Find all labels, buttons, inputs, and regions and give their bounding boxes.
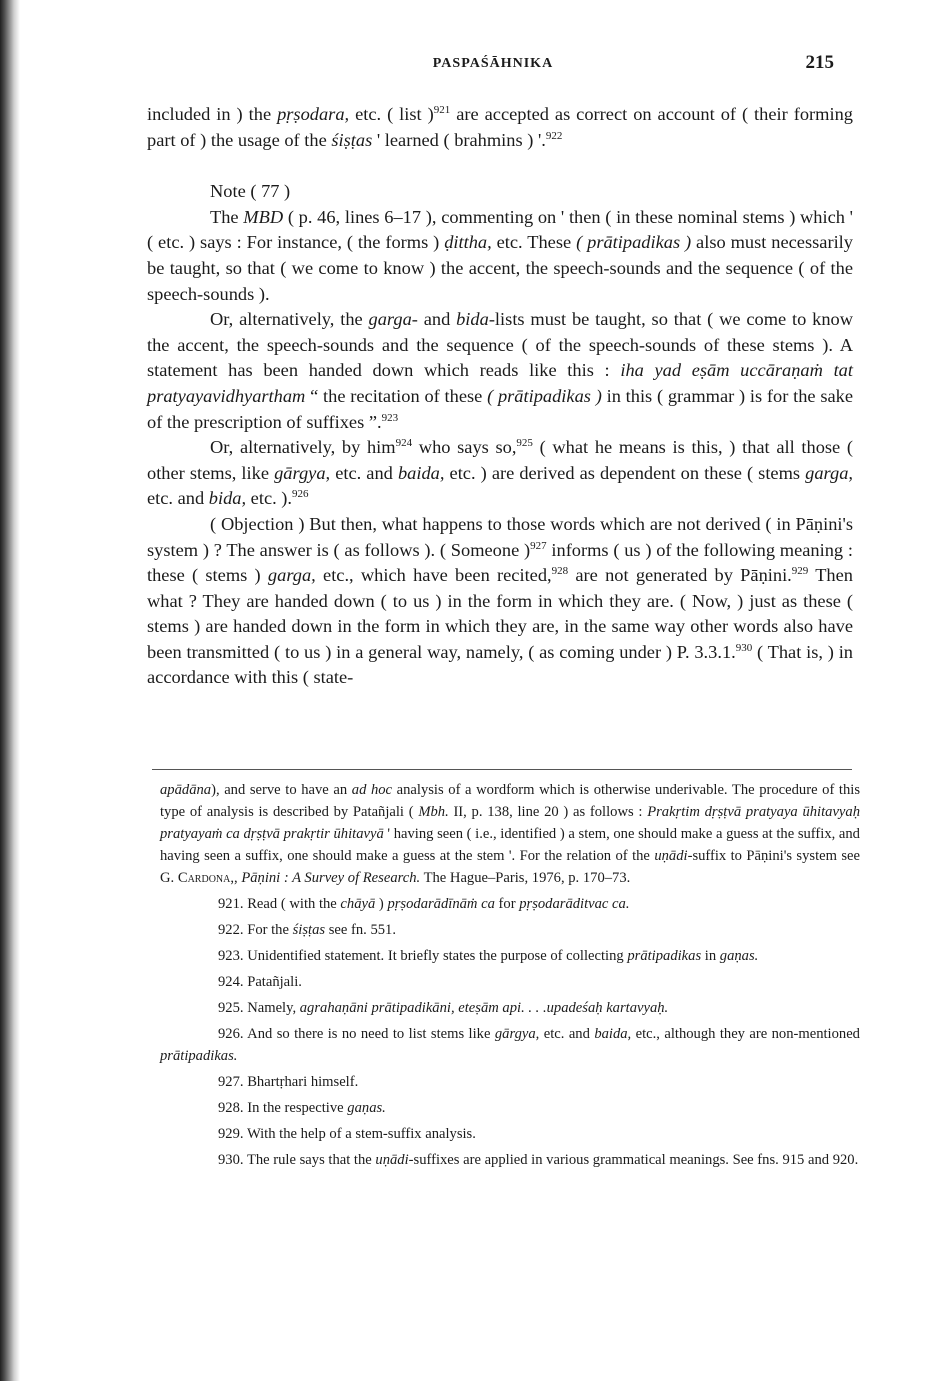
text-span: in — [701, 948, 720, 964]
italic-term: śiṣṭas — [292, 922, 326, 938]
text-span: With the help of a stem-suffix analysis. — [246, 1126, 476, 1142]
text-span: for — [494, 896, 520, 912]
footnote-number: 929. — [218, 1126, 244, 1142]
text-span: The rule says that the — [246, 1152, 376, 1168]
book-title: Pāṇini : A Survey of Research. — [241, 870, 421, 886]
footnote-number: 923. — [218, 948, 244, 964]
footnote-923 — [160, 945, 860, 967]
footnotes — [160, 779, 860, 1171]
italic-term: garga, — [267, 565, 316, 586]
text-span: ,, — [230, 870, 242, 886]
footnote-925 — [160, 997, 860, 1019]
italic-term: gaṇas. — [719, 948, 759, 964]
text-span: also must necessarily be taught, so that ( we come to know ) the accent, the speech-sounds and the sequence ( of the speech-sounds ). — [147, 232, 853, 304]
italic-term: uṇādi — [375, 1152, 409, 1168]
text-span: and — [417, 309, 457, 330]
footnote-ref: 928 — [551, 565, 569, 578]
italic-term: gārgya, — [274, 462, 331, 483]
text-span: Unidentified statement. It briefly states the purpose of collecting — [247, 948, 628, 964]
footnote-922 — [160, 919, 860, 941]
footnote-ref: 930 — [735, 641, 753, 654]
text-span: -lists must be taught, so that ( we come to know the accent, the speech-sounds and the sequence ( of the speech-sounds of these stems ). A statement has been handed down which reads like this : — [147, 309, 853, 381]
footnote-number: 921. — [218, 896, 244, 912]
text-span: Then what ? They are handed down ( to us ) in the form in which they are. ( Now, ) just as these ( stems ) are handed down in the form in which they are, in the same way other words also have been transmitted ( to us ) in a general way, namely, ( as coming under ) P. 3.3.1. — [147, 565, 853, 662]
italic-quote: agrahaṇāni prātipadikāni, eteṣām api. . . .upadeśaḥ kartavyaḥ. — [299, 1000, 669, 1016]
italic-term: garga- — [368, 309, 418, 330]
footnote-number: 927. — [218, 1074, 244, 1090]
footnote-ref: 929 — [791, 565, 809, 578]
footnote-930 — [160, 1149, 860, 1171]
text-span: For the — [247, 922, 293, 938]
italic-term: ( prātipadikas ) — [576, 232, 692, 253]
footnote-ref: 922 — [545, 129, 563, 142]
text-span: etc. and — [539, 1026, 595, 1042]
text-span: -suffix to Pāṇini's system see G. — [160, 848, 860, 886]
italic-term: gaṇas. — [347, 1100, 386, 1116]
text-span: etc. and — [330, 462, 398, 483]
text-span: ) — [375, 896, 388, 912]
italic-term: Mbh. — [418, 804, 449, 820]
footnote-number: 926. — [218, 1026, 244, 1042]
italic-quote: iha yad eṣām uccāraṇaṁ tat pratyayavidhyartham — [147, 360, 853, 406]
page-number: 215 — [805, 52, 834, 73]
text-span: “ the recitation of these — [305, 385, 488, 406]
footnote-927 — [160, 1071, 860, 1093]
footnote-number: 924. — [218, 974, 244, 990]
paragraph-4 — [147, 435, 853, 512]
text-span: The Hague–Paris, 1976, p. 170–73. — [420, 870, 631, 886]
footnote-divider — [152, 769, 852, 770]
italic-term: uṇādi — [654, 848, 688, 864]
italic-term: gārgya, — [494, 1026, 540, 1042]
text-span: Namely, — [247, 1000, 300, 1016]
footnote-ref: 927 — [530, 539, 547, 552]
italic-term: baida, — [397, 462, 445, 483]
text-span: etc. ( list ) — [349, 104, 434, 124]
text-span: ( That is, ) in accordance with this ( state- — [147, 641, 853, 688]
text-span: included in ) the — [147, 104, 278, 124]
footnote-ref: 921 — [433, 104, 451, 116]
italic-term: pṛṣodara, — [277, 104, 350, 124]
page-header — [148, 52, 838, 82]
italic-term: chāyā — [340, 896, 376, 912]
author-name: Cardona — [177, 870, 231, 886]
text-span: II, p. 138, line 20 ) as follows : — [448, 804, 648, 820]
running-head: PASPAŚĀHNIKA — [432, 56, 554, 71]
italic-term: baida, — [594, 1026, 632, 1042]
text-span: Patañjali. — [247, 974, 302, 990]
paragraph-5 — [147, 512, 853, 691]
text-span: Read ( with the — [247, 896, 341, 912]
italic-term: śiṣṭas — [331, 129, 373, 150]
text-span: etc. and — [147, 488, 209, 509]
note-heading: Note ( 77 ) — [210, 181, 291, 202]
footnote-number: 930. — [218, 1152, 244, 1168]
italic-quote: Prakṛtim dṛṣṭvā pratyaya ūhitavyaḥ pratyayaṁ ca dṛṣṭvā prakṛtir ūhitavyā — [160, 804, 860, 842]
paragraph-1 — [147, 102, 853, 153]
footnote-number: 925. — [218, 1000, 244, 1016]
italic-term: pṛṣodarāditvac ca. — [519, 896, 630, 912]
italic-term: ad hoc — [351, 782, 393, 798]
footnote-number: 928. — [218, 1100, 244, 1116]
italic-term: prātipadikas — [627, 948, 702, 964]
italic-term: MBD — [243, 206, 284, 227]
text-span: are accepted as correct on account of ( their forming part of ) the usage of the — [147, 104, 853, 150]
italic-term: ( prātipadikas ) — [487, 385, 602, 406]
text-span: etc., which have been recited, — [315, 565, 552, 586]
footnote-ref: 924 — [395, 437, 413, 450]
paragraph-3 — [147, 307, 853, 435]
text-span: etc. ). — [246, 488, 293, 509]
text-span: in this ( grammar ) is for the sake of the prescription of suffixes ”. — [147, 385, 854, 432]
text-span: etc. These — [491, 232, 577, 253]
text-span: ' having seen ( i.e., identified ) a stem, one should make a guess at the suffix, and having seen a suffix, one should make a guess at the stem '. For the relation of the — [160, 826, 860, 864]
italic-term: ḍittha, — [444, 232, 492, 253]
text-span: Or, alternatively, the — [210, 309, 369, 330]
italic-term: prātipadikas. — [160, 1048, 238, 1064]
text-span: are not generated by Pāṇini. — [568, 565, 792, 586]
text-span: etc. ) are derived as dependent on these ( stems — [444, 462, 806, 483]
text-span: The — [210, 206, 244, 227]
text-span: see fn. 551. — [325, 922, 396, 938]
italic-term: apādāna — [160, 782, 212, 798]
footnote-number: 922. — [218, 922, 244, 938]
text-span: ( Objection ) But then, what happens to those words which are not derived ( in Pāṇini's system ) ? The answer is ( as follows ). ( Someone ) — [147, 513, 853, 560]
text-span: In the respective — [247, 1100, 348, 1116]
book-spine-shadow — [0, 0, 20, 1381]
footnote-929 — [160, 1123, 860, 1145]
text-span: -suffixes are applied in various grammatical meanings. See fns. 915 and 920. — [408, 1152, 859, 1168]
italic-term: bida, — [208, 488, 247, 509]
footnote-928 — [160, 1097, 860, 1119]
footnote-921 — [160, 893, 860, 915]
footnote-ref: 925 — [516, 437, 533, 450]
footnote-924 — [160, 971, 860, 993]
text-span: ), and serve to have an — [211, 782, 352, 798]
paragraph-2 — [147, 205, 853, 307]
text-span: ' learned ( brahmins ) '. — [372, 129, 546, 150]
text-span: Bhartṛhari himself. — [247, 1074, 359, 1090]
footnote-continuation — [160, 779, 860, 889]
text-span: etc., although they are non-mentioned — [631, 1026, 860, 1042]
main-text — [147, 102, 853, 691]
text-span: And so there is no need to list stems like — [247, 1026, 495, 1042]
text-span: Or, alternatively, by him — [210, 437, 396, 458]
footnote-ref: 923 — [381, 411, 399, 424]
italic-term: bida — [456, 309, 489, 330]
text-span: ( p. 46, lines 6–17 ), commenting on ' then ( in these nominal stems ) which ' ( etc. ) says : For instance, ( the forms ) — [147, 206, 853, 253]
footnote-926 — [160, 1023, 860, 1067]
italic-term: garga, — [805, 462, 853, 483]
italic-term: pṛṣodarādīnāṁ ca — [387, 896, 495, 912]
text-span: who says so, — [412, 437, 517, 458]
footnote-ref: 926 — [292, 488, 309, 501]
text-span: ( what he means is this, ) that all those ( other stems, like — [147, 437, 854, 483]
text-span: informs ( us ) of the following meaning : these ( stems ) — [147, 539, 853, 586]
text-span: analysis of a wordform which is otherwise underivable. The procedure of this type of analysis is described by Patañjali ( — [160, 782, 861, 820]
